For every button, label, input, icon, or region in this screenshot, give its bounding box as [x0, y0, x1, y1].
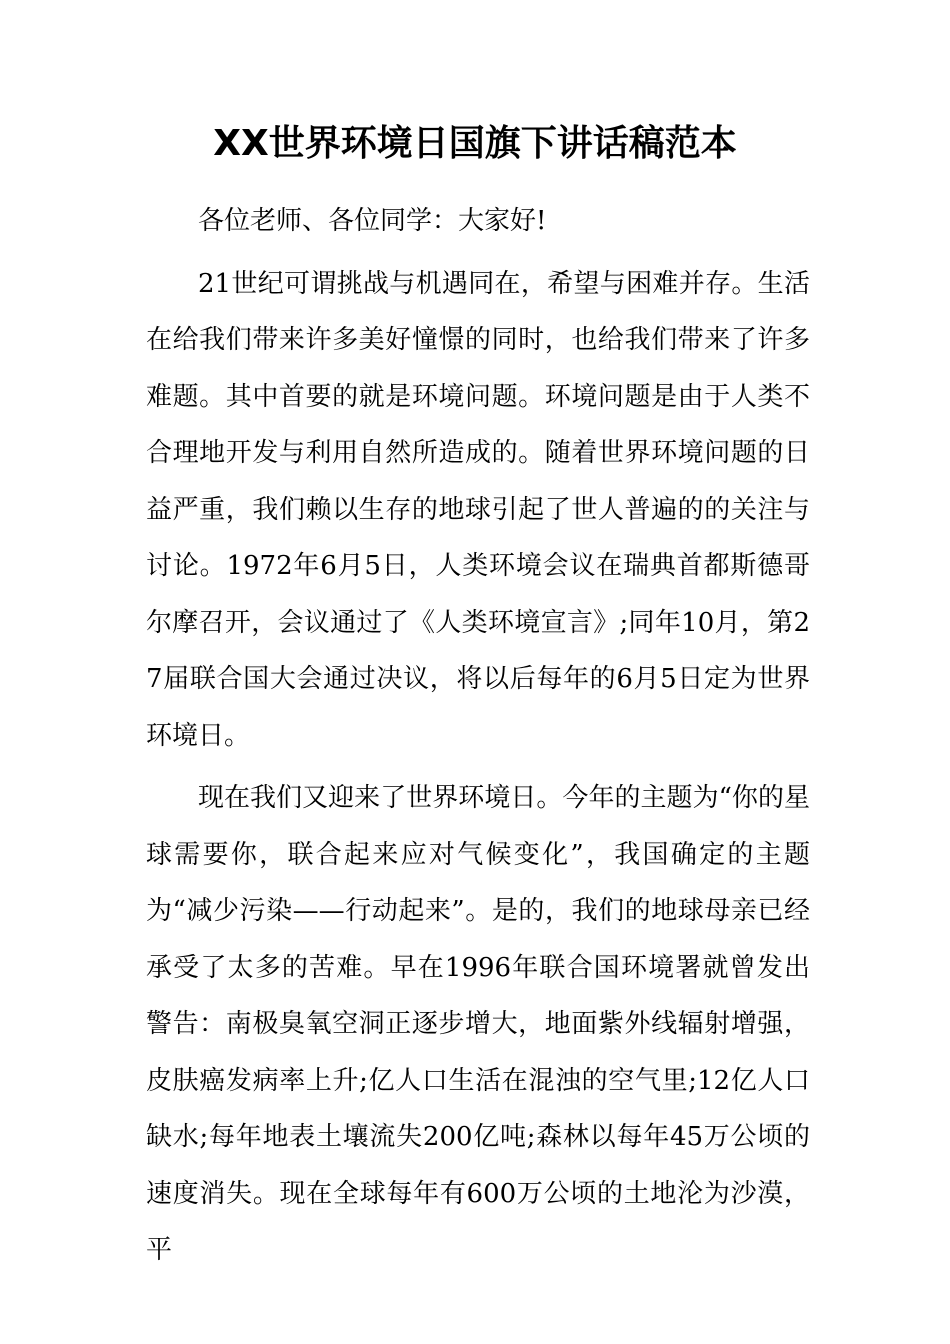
paragraph-environment-day-theme: 现在我们又迎来了世界环境日。今年的主题为“你的星球需要你，联合起来应对气候变化”，我国确定的主题为“减少污染——行动起来”。是的，我们的地球母亲已经承受了太多的苦难。早在1996年联合国环境署就曾发出警告：南极臭氧空洞正逐步增大，地面紫外线辐射增强，皮肤癌发病率上升;亿人口生活在混浊的空气里;12亿人口缺水;每年地表土壤流失200亿吨;森林以每年45万公顷的速度消失。现在全球每年有600万公顷的土地沦为沙漠，平 — [146, 783, 810, 1265]
document-body — [146, 193, 810, 1279]
paragraph-environment-history: 21世纪可谓挑战与机遇同在，希望与困难并存。生活在给我们带来许多美好憧憬的同时，也给我们带来了许多难题。其中首要的就是环境问题。环境问题是由于人类不合理地开发与利用自然所造成的。随着世界环境问题的日益严重，我们赖以生存的地球引起了世人普遍的的关注与讨论。1972年6月5日，人类环境会议在瑞典首都斯德哥尔摩召开，会议通过了《人类环境宣言》;同年10月，第27届联合国大会通过决议，将以后每年的6月5日定为世界环境日。 — [146, 268, 810, 751]
document-title: XX世界环境日国旗下讲话稿范本 — [213, 123, 737, 164]
paragraph-greeting: 各位老师、各位同学：大家好! — [198, 206, 547, 236]
